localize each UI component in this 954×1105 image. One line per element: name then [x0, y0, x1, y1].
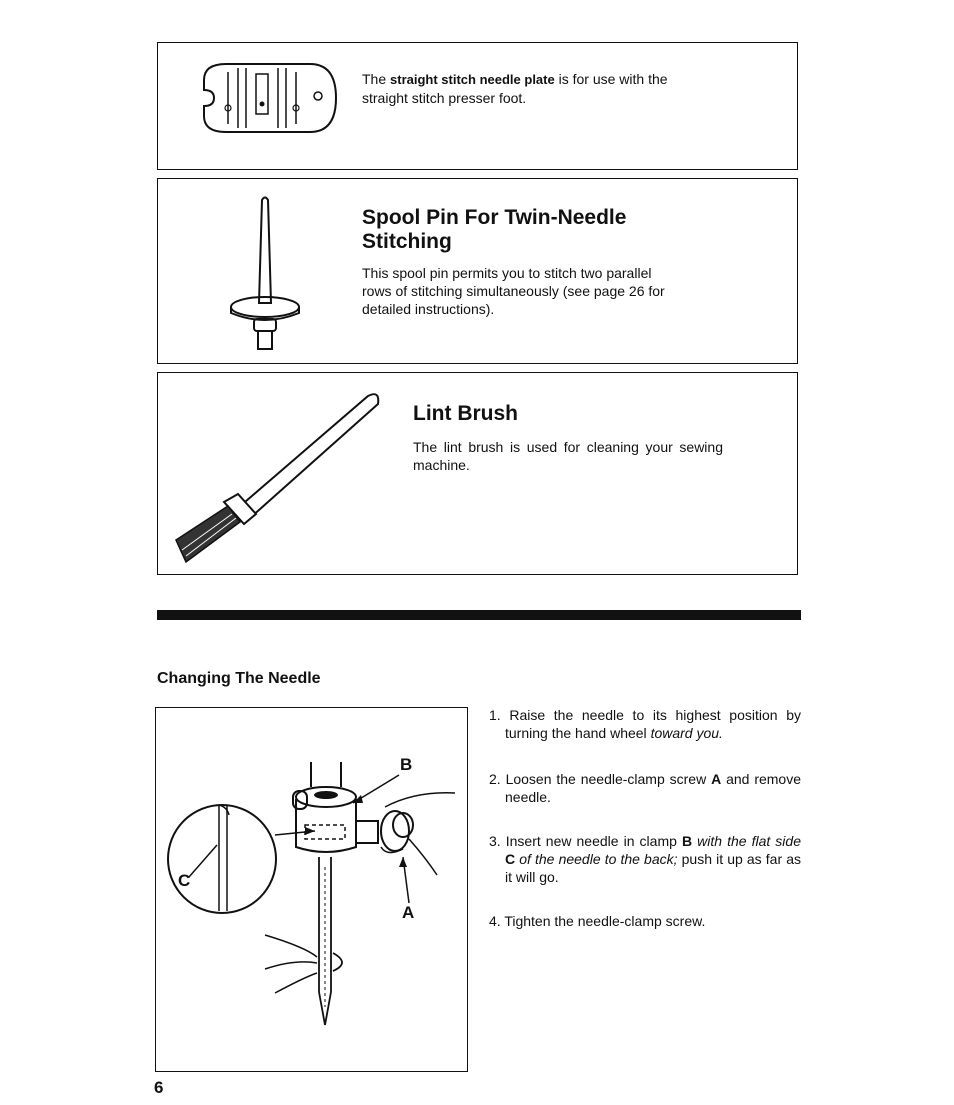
step-number: 4.: [489, 913, 505, 929]
step-text: A: [711, 771, 722, 787]
lint-brush-description: The lint brush is used for cleaning your sewing machine.: [413, 439, 723, 473]
step-text: toward you.: [650, 725, 723, 741]
section-title: Changing The Needle: [157, 670, 321, 687]
step-text: Raise the needle to its highest position by turning the hand wheel: [505, 707, 801, 741]
page-number: 6: [154, 1078, 164, 1097]
figure-label-c: C: [178, 871, 191, 890]
step-text: B: [681, 833, 693, 849]
instruction-step: [489, 706, 801, 742]
section-divider: [157, 610, 801, 620]
step-number: 3.: [489, 833, 506, 849]
step-number: 1.: [489, 707, 510, 723]
step-text: Tighten the needle-clamp screw.: [504, 913, 706, 929]
step-text: Loosen the needle-clamp screw: [505, 771, 712, 787]
step-text: C: [505, 851, 516, 867]
spool-pin-description: This spool pin permits you to stitch two parallel rows of stitching simultaneously (see page 26 for detailed instructions).: [362, 265, 665, 317]
instruction-step: [489, 832, 801, 886]
spool-pin-illustration: [225, 195, 305, 355]
step-number: 2.: [489, 771, 506, 787]
needle-plate-term: straight stitch needle plate: [390, 72, 555, 87]
step-text: Insert new needle in clamp: [505, 833, 682, 849]
step-text: push it up as far as it will go.: [505, 851, 801, 885]
step-text: of the needle to the back;: [515, 851, 678, 867]
lint-brush-title: Lint Brush: [413, 402, 518, 425]
needle-plate-illustration: [198, 60, 338, 140]
instruction-step: [489, 770, 801, 806]
figure-label-a: A: [402, 903, 415, 922]
lint-brush-illustration: [172, 390, 387, 570]
spool-pin-title: Spool Pin For Twin-Needle Stitching: [362, 206, 627, 253]
needle-plate-description: The straight stitch needle plate is for use with the straight stitch presser foot.: [362, 71, 668, 106]
figure-label-b: B: [400, 755, 413, 774]
step-text: and remove needle.: [505, 771, 801, 805]
instruction-step: [489, 912, 801, 930]
step-text: with the flat side: [692, 833, 801, 849]
needle-change-illustration: [155, 707, 468, 1072]
